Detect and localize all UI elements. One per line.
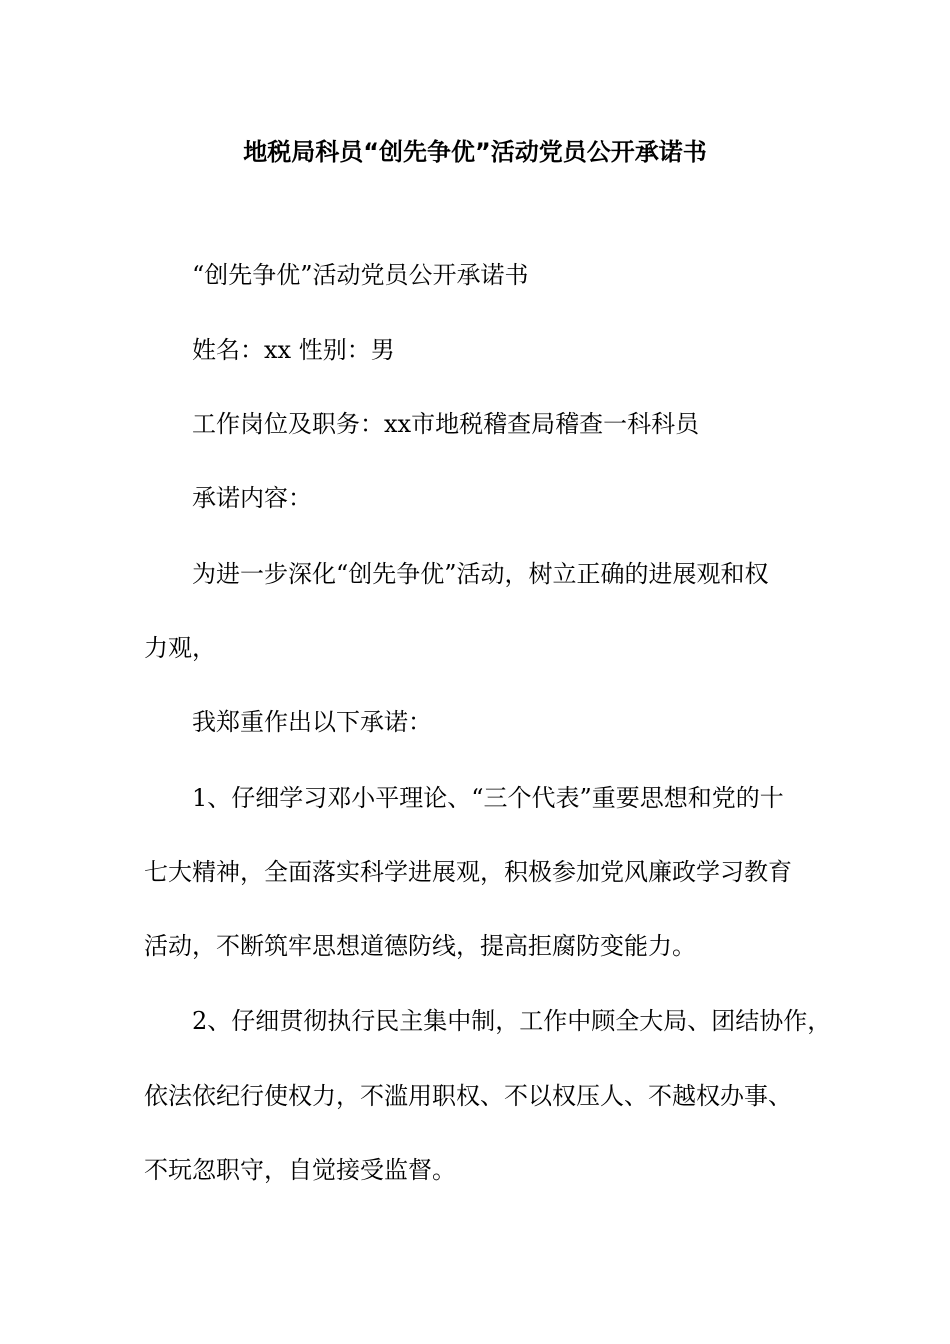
paragraph-line: 不玩忽职守，自觉接受监督。 — [144, 1156, 456, 1184]
subtitle-line: “创先争优”活动党员公开承诺书 — [192, 261, 529, 289]
commitment-heading: 承诺内容： — [192, 484, 312, 512]
paragraph-line: 我郑重作出以下承诺： — [192, 708, 432, 736]
position-line: 工作岗位及职务：xx市地税稽查局稽查一科科员 — [192, 410, 700, 438]
paragraph-line: 依法依纪行使权力，不滥用职权、不以权压人、不越权办事、 — [144, 1082, 792, 1110]
paragraph-line: 活动，不断筑牢思想道德防线，提高拒腐防变能力。 — [144, 932, 696, 960]
name-gender-line: 姓名：xx 性别：男 — [192, 336, 395, 364]
paragraph-line: 1、仔细学习邓小平理论、“三个代表”重要思想和党的十 — [192, 784, 784, 812]
document-title: 地税局科员“创先争优”活动党员公开承诺书 — [243, 138, 707, 166]
paragraph-line: 力观， — [144, 634, 216, 662]
paragraph-line: 七大精神，全面落实科学进展观，积极参加党风廉政学习教育 — [144, 858, 792, 886]
paragraph-line: 为进一步深化“创先争优”活动，树立正确的进展观和权 — [192, 560, 769, 588]
paragraph-line: 2、仔细贯彻执行民主集中制，工作中顾全大局、团结协作， — [192, 1007, 832, 1035]
